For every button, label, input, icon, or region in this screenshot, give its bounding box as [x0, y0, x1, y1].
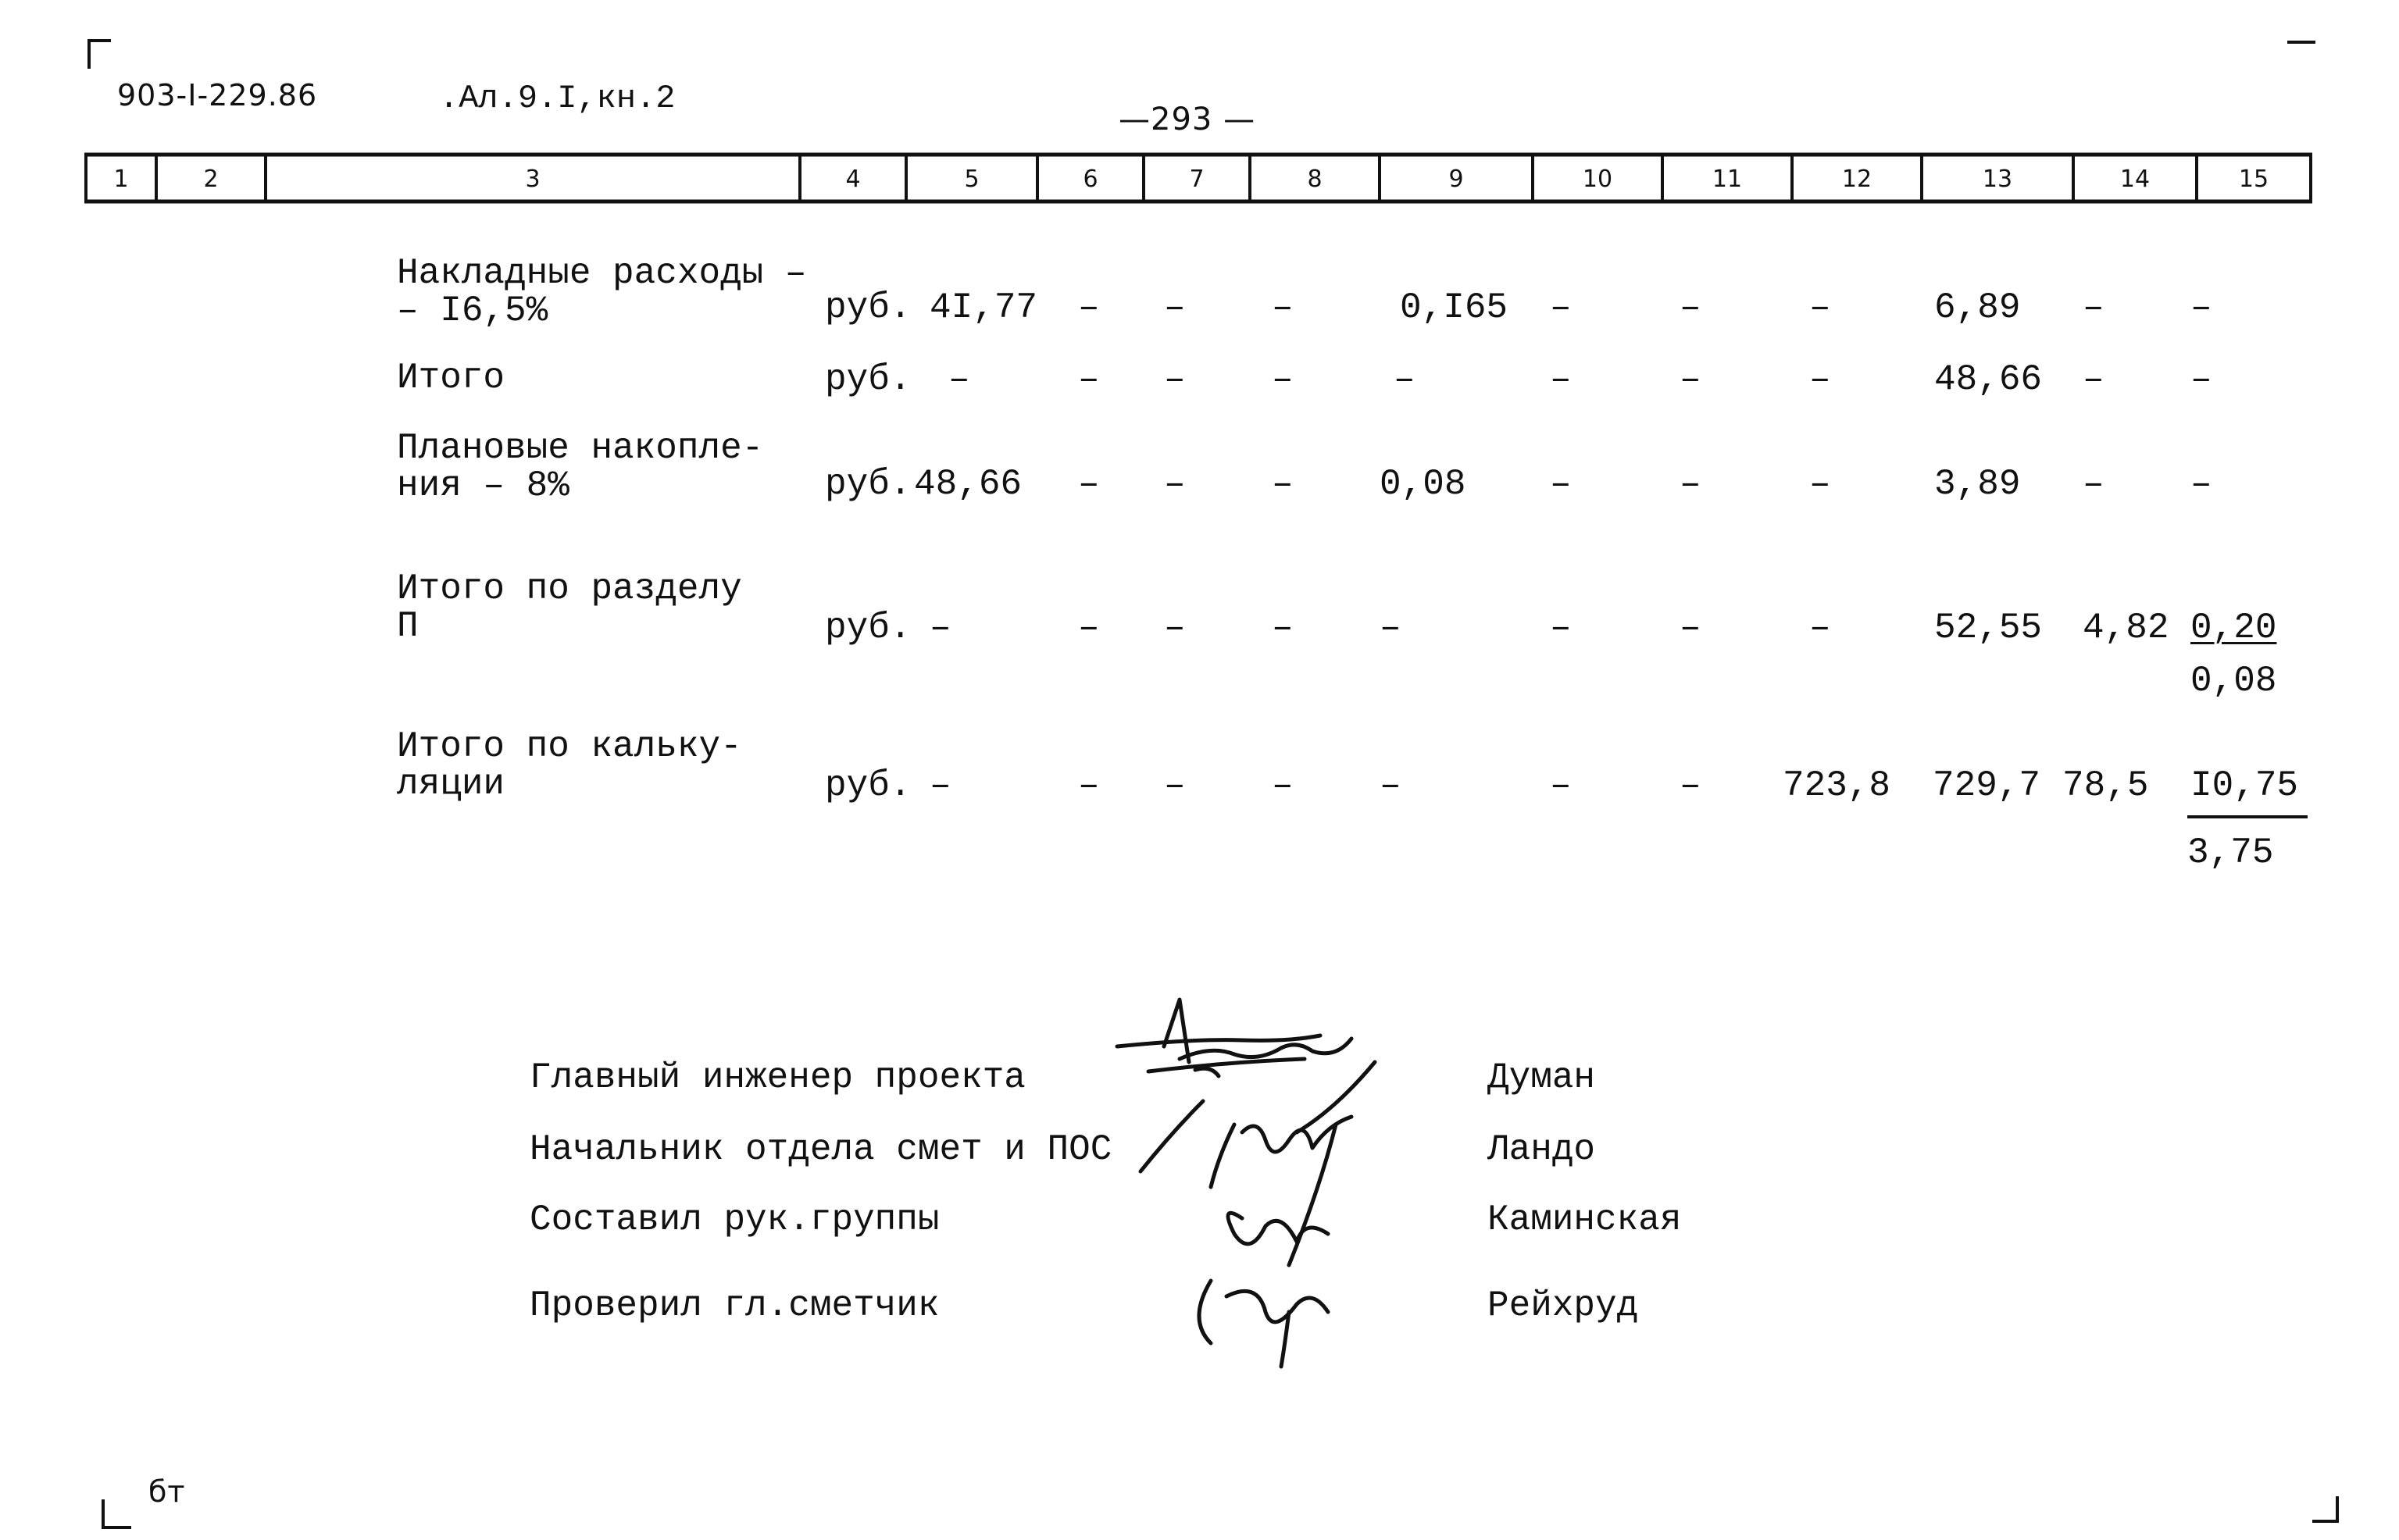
value-cell: 723,8	[1783, 765, 1891, 806]
value-cell: –	[1164, 287, 1186, 328]
value-cell: –	[1809, 464, 1831, 504]
value-cell: 48,66	[914, 464, 1023, 504]
signature-title: Проверил гл.сметчик	[530, 1285, 940, 1326]
value-cell: –	[2190, 287, 2212, 328]
value-cell: –	[1809, 608, 1831, 648]
column-number: 8	[1307, 166, 1323, 193]
value-cell: –	[1078, 359, 1100, 400]
value-cell: –	[2083, 359, 2104, 400]
value-cell: –	[1078, 287, 1100, 328]
value-cell: 4I,77	[930, 287, 1038, 328]
value-cell: –	[1272, 287, 1294, 328]
corner-mark-top-right	[2287, 41, 2315, 44]
value-cell: –	[1680, 765, 1701, 806]
value-cell: –	[1380, 765, 1401, 806]
doc-code: 903-I-229.86	[117, 78, 318, 112]
corner-mark-bottom-right	[2312, 1496, 2339, 1523]
column-number: 9	[1448, 166, 1464, 193]
value-cell: –	[1809, 287, 1831, 328]
column-number: 6	[1083, 166, 1098, 193]
row-label-line: Итого по кальку-	[397, 726, 742, 767]
value-cell: 0,20	[2190, 608, 2277, 648]
row-label-line: – I6,5%	[397, 291, 548, 331]
column-number: 2	[203, 166, 219, 193]
value-cell: 4,82	[2083, 608, 2169, 648]
value-cell: –	[1680, 359, 1701, 400]
signature-name: Думан	[1487, 1057, 1596, 1098]
value-cell: –	[2083, 464, 2104, 504]
value-cell: –	[1809, 359, 1831, 400]
value-cell: –	[1272, 608, 1294, 648]
value-cell: –	[1680, 287, 1701, 328]
signature-title: Начальник отдела смет и ПОС	[530, 1129, 1112, 1170]
signature-name: Каминская	[1487, 1200, 1682, 1240]
value-cell: –	[930, 608, 951, 648]
unit-cell: руб.	[825, 287, 912, 328]
unit-cell: руб.	[825, 359, 912, 400]
value-cell: –	[1550, 765, 1572, 806]
column-number: 15	[2238, 166, 2269, 193]
value-cell: –	[1164, 608, 1186, 648]
row-label-line: Итого по разделу	[397, 569, 742, 609]
value-cell: –	[930, 765, 951, 806]
value-cell: 729,7	[1933, 765, 2041, 806]
row-label-line: ния – 8%	[397, 465, 569, 506]
row-label-line: Накладные расходы –	[397, 253, 807, 294]
signature-title: Составил рук.группы	[530, 1200, 940, 1240]
page-number: —293 —	[1119, 102, 1256, 137]
row-label	[397, 570, 742, 645]
value-cell: –	[1550, 464, 1572, 504]
handwritten-signatures	[1101, 984, 1476, 1374]
value-cell: –	[1078, 765, 1100, 806]
signature-name: Ландо	[1487, 1129, 1596, 1170]
row-label-line: П	[397, 606, 419, 647]
value-cell: –	[1272, 765, 1294, 806]
unit-cell: руб.	[825, 608, 912, 648]
row-label	[397, 430, 763, 504]
value-cell: –	[2190, 359, 2212, 400]
unit-cell: руб.	[825, 765, 912, 806]
value-cell: –	[2190, 464, 2212, 504]
column-number: 7	[1189, 166, 1205, 193]
column-number: 3	[525, 166, 541, 193]
value-cell: –	[1394, 359, 1415, 400]
column-number: 1	[113, 166, 129, 193]
row-label	[397, 255, 807, 330]
value-cell: –	[1380, 608, 1401, 648]
column-number: 4	[845, 166, 861, 193]
value-cell: –	[1550, 608, 1572, 648]
corner-mark-top-left	[87, 39, 111, 69]
row-label	[397, 359, 505, 397]
value-cell: –	[1164, 464, 1186, 504]
corner-mark-bottom-left	[102, 1499, 131, 1529]
value-cell: –	[1550, 287, 1572, 328]
value-cell: –	[1164, 765, 1186, 806]
value-cell-sub: 0,08	[2190, 661, 2277, 701]
signature-title: Главный инженер проекта	[530, 1057, 1026, 1098]
column-number: 5	[964, 166, 980, 193]
column-number: 12	[1841, 166, 1872, 193]
value-cell: –	[948, 359, 970, 400]
value-cell: –	[1078, 608, 1100, 648]
value-cell: 0,I65	[1400, 287, 1508, 328]
album-reference: .Ал.9.I,кн.2	[439, 80, 676, 117]
value-cell: –	[1680, 608, 1701, 648]
footer-mark: бт	[148, 1474, 186, 1509]
value-cell: 48,66	[1934, 359, 2043, 400]
value-cell: –	[1078, 464, 1100, 504]
value-cell: 78,5	[2062, 765, 2149, 806]
column-number: 14	[2119, 166, 2151, 193]
signature-name: Рейхруд	[1487, 1285, 1639, 1326]
row-label-line: Плановые накопле-	[397, 428, 764, 469]
value-cell: 52,55	[1934, 608, 2043, 648]
value-cell: 6,89	[1934, 287, 2021, 328]
column-number: 11	[1712, 166, 1743, 193]
column-number: 10	[1582, 166, 1613, 193]
value-cell: –	[1272, 464, 1294, 504]
value-cell: I0,75	[2190, 765, 2299, 806]
value-cell: 0,08	[1380, 464, 1466, 504]
value-cell: 3,89	[1934, 464, 2021, 504]
column-number: 13	[1982, 166, 2013, 193]
row-label	[397, 728, 742, 803]
value-cell: –	[1550, 359, 1572, 400]
fraction-line	[2187, 815, 2308, 818]
unit-cell: руб.	[825, 464, 912, 504]
value-cell: –	[1164, 359, 1186, 400]
row-label-line: Итого	[397, 358, 505, 398]
value-cell: –	[1680, 464, 1701, 504]
row-label-line: ляции	[397, 764, 505, 804]
value-cell: –	[2083, 287, 2104, 328]
value-cell-sub: 3,75	[2187, 832, 2274, 873]
value-cell: –	[1272, 359, 1294, 400]
